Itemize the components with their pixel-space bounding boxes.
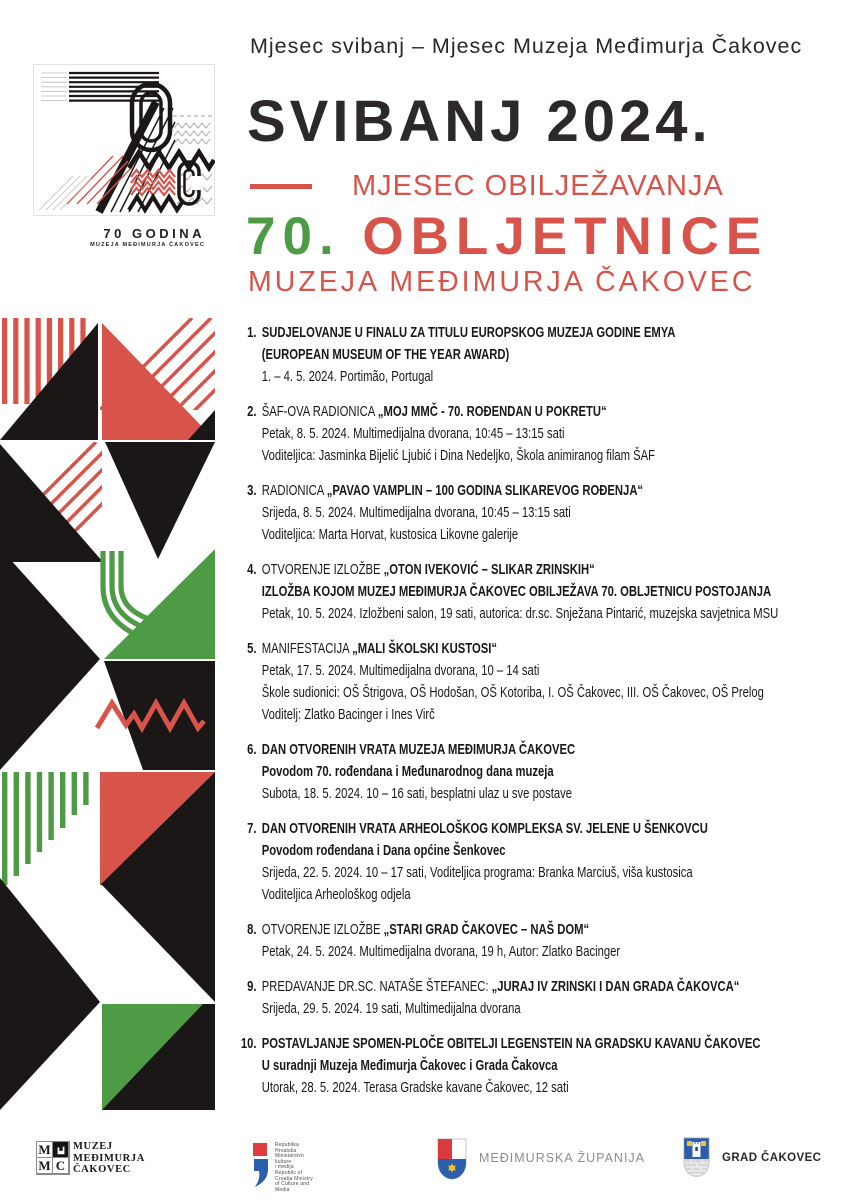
event-line-segment: RADIONICA xyxy=(261,482,327,499)
grad-cakovec-label: GRAD ČAKOVEC xyxy=(722,1152,822,1164)
event-item xyxy=(237,1033,837,1099)
event-line xyxy=(262,884,708,906)
page-title: SVIBANJ 2024. xyxy=(247,89,712,154)
event-number: 2. xyxy=(247,403,257,420)
logo-70-artwork xyxy=(33,64,215,216)
event-line-segment: POSTAVLJANJE SPOMEN-PLOČE OBITELJI LEGENSTEIN NA GRADSKU KAVANU ČAKOVEC xyxy=(261,1035,761,1052)
event-line-segment: Povodom 70. rođendana i Međunarodnog dana muzeja xyxy=(261,763,554,780)
event-line-segment: Petak, 8. 5. 2024. Multimedijalna dvorana, 10:45 – 13:15 sati xyxy=(261,425,565,442)
event-line xyxy=(262,761,575,783)
event-line-segment: DAN OTVORENIH VRATA ARHEOLOŠKOG KOMPLEKSA SV. JELENE U ŠENKOVCU xyxy=(261,820,708,837)
event-body xyxy=(262,976,740,1020)
event-line-segment: MANIFESTACIJA xyxy=(261,640,353,657)
event-body xyxy=(262,919,620,963)
event-line xyxy=(262,862,708,884)
event-body xyxy=(262,401,655,467)
event-line xyxy=(262,524,643,546)
event-body xyxy=(262,638,764,726)
event-line xyxy=(262,739,575,761)
event-item xyxy=(237,919,837,963)
event-line-segment: Srijeda, 8. 5. 2024. Multimedijalna dvorana, 10:45 – 13:15 sati xyxy=(261,504,571,521)
event-line-segment: Srijeda, 29. 5. 2024. 19 sati, Multimedijalna dvorana xyxy=(261,1000,521,1017)
event-item xyxy=(237,739,837,805)
ministry-text-line: Croatia Ministry xyxy=(275,1175,313,1182)
event-line-segment: Utorak, 28. 5. 2024. Terasa Gradske kavane Čakovec, 12 sati xyxy=(261,1079,569,1096)
event-body xyxy=(262,559,779,625)
ministry-red-square-icon xyxy=(253,1143,267,1156)
event-line-segment: Petak, 17. 5. 2024. Multimedijalna dvorana, 10 – 14 sati xyxy=(261,662,540,679)
event-body xyxy=(262,818,708,906)
event-number: 9. xyxy=(247,978,257,995)
ministry-text-line: of Culture and Media xyxy=(275,1181,310,1193)
event-line xyxy=(262,941,620,963)
event-number: 4. xyxy=(247,561,257,578)
event-item xyxy=(237,638,837,726)
title-obljetnice: OBLJETNICE xyxy=(340,207,769,266)
ministry-text-line: Republic of xyxy=(275,1169,303,1176)
event-line-segment: (EUROPEAN MUSEUM OF THE YEAR AWARD) xyxy=(261,346,510,363)
event-number: 6. xyxy=(247,741,257,758)
event-line-segment: 1. – 4. 5. 2024. Portimão, Portugal xyxy=(261,368,434,385)
event-line xyxy=(262,1033,761,1055)
event-item xyxy=(237,559,837,625)
event-number: 10. xyxy=(240,1035,257,1052)
ministry-comma-icon xyxy=(253,1159,269,1187)
ministry-logo-text xyxy=(275,1143,315,1193)
event-line-segment: „OTON IVEKOVIĆ – SLIKAR ZRINSKIH“ xyxy=(383,561,595,578)
event-line xyxy=(262,581,779,603)
title-70: 70. xyxy=(246,207,341,266)
mmc-text-line: MUZEJ xyxy=(73,1141,113,1152)
event-line xyxy=(262,344,676,366)
event-line xyxy=(262,603,779,625)
event-line xyxy=(262,783,575,805)
event-line xyxy=(262,401,655,423)
title-anniversary xyxy=(246,206,768,267)
event-body xyxy=(262,480,643,546)
event-line xyxy=(262,1055,761,1077)
event-line xyxy=(262,559,779,581)
ministry-logo xyxy=(253,1143,313,1192)
event-line-segment: Voditeljica: Jasminka Bijelić Ljubić i Dina Nedeljko, Škola animiranog filam ŠAF xyxy=(261,447,656,464)
event-item xyxy=(237,401,837,467)
event-number: 7. xyxy=(247,820,257,837)
ministry-text-line: i medija xyxy=(275,1164,294,1171)
logo-70-title: 70 GODINA xyxy=(103,226,205,241)
event-line xyxy=(262,682,764,704)
event-line xyxy=(262,976,740,998)
event-line-segment: Srijeda, 22. 5. 2024. 10 – 17 sati, Voditeljica programa: Branka Marciuš, viša kustosica xyxy=(261,864,693,881)
event-line xyxy=(262,480,643,502)
event-line-segment: OTVORENJE IZLOŽBE xyxy=(261,561,384,578)
event-line-segment: IZLOŽBA KOJOM MUZEJ MEĐIMURJA ČAKOVEC OBILJEŽAVA 70. OBLJETNICU POSTOJANJA xyxy=(261,583,772,600)
event-line xyxy=(262,638,764,660)
event-number: 5. xyxy=(247,640,257,657)
event-line-segment: Subota, 18. 5. 2024. 10 – 16 sati, besplatni ulaz u sve postave xyxy=(261,785,572,802)
event-line xyxy=(262,502,643,524)
mmc-text-line: MEĐIMURJA xyxy=(73,1152,145,1164)
event-line-segment: SUDJELOVANJE U FINALU ZA TITULU EUROPSKOG MUZEJA GODINE EMYA xyxy=(261,324,676,341)
event-line-segment: „JURAJ IV ZRINSKI I DAN GRADA ČAKOVCA“ xyxy=(491,978,740,995)
event-line xyxy=(262,919,620,941)
event-line xyxy=(262,818,708,840)
mmc-logo-text xyxy=(73,1141,145,1176)
event-line xyxy=(262,322,676,344)
event-line-segment: Petak, 24. 5. 2024. Multimedijalna dvorana, 19 h, Autor: Zlatko Bacinger xyxy=(261,943,621,960)
event-line xyxy=(262,445,655,467)
red-dash-decoration xyxy=(250,184,312,189)
event-line-segment: PREDAVANJE DR.SC. NATAŠE ŠTEFANEC: xyxy=(261,978,492,995)
event-line xyxy=(262,366,676,388)
logo-70-subtitle: MUZEJA MEĐIMURJA ČAKOVEC xyxy=(90,242,205,248)
grad-cakovec-coat-of-arms xyxy=(683,1137,710,1177)
ministry-text-line: kulture xyxy=(275,1158,292,1165)
event-line-segment: Škole sudionici: OŠ Štrigova, OŠ Hodošan, OŠ Kotoriba, I. OŠ Čakovec, III. OŠ Čakovec, OŠ Prelog xyxy=(261,684,764,701)
mmc-logo xyxy=(36,1141,70,1175)
event-line xyxy=(262,1077,761,1099)
event-line-segment: Povodom rođendana i Dana općine Šenkovec xyxy=(261,842,506,859)
event-line-segment: OTVORENJE IZLOŽBE xyxy=(261,921,384,938)
event-body xyxy=(262,739,575,805)
logo-70-godina xyxy=(33,64,215,248)
event-line-segment: DAN OTVORENIH VRATA MUZEJA MEĐIMURJA ČAKOVEC xyxy=(261,741,576,758)
mmc-letter-m2: M xyxy=(38,1157,51,1173)
title-museum-name: MUZEJA MEĐIMURJA ČAKOVEC xyxy=(248,266,756,298)
event-line xyxy=(262,423,655,445)
event-line-segment: „PAVAO VAMPLIN – 100 GODINA SLIKAREVOG ROĐENJA“ xyxy=(326,482,644,499)
mmc-text-line: ČAKOVEC xyxy=(73,1164,131,1175)
event-line-segment: „STARI GRAD ČAKOVEC – NAŠ DOM“ xyxy=(383,921,590,938)
event-line-segment: „MOJ MMČ - 70. ROĐENDAN U POKRETU“ xyxy=(377,403,607,420)
event-line-segment: Voditelj: Zlatko Bacinger i Ines Virč xyxy=(261,706,435,723)
zupanija-label: MEĐIMURSKA ŽUPANIJA xyxy=(479,1151,646,1165)
event-line-segment: Petak, 10. 5. 2024. Izložbeni salon, 19 sati, autorica: dr.sc. Snježana Pintarić, muzejska savjetnica MSU xyxy=(261,605,779,622)
event-line xyxy=(262,660,764,682)
mmc-letter-c: C xyxy=(53,1158,68,1173)
event-number: 3. xyxy=(247,482,257,499)
chair-icon xyxy=(53,1142,68,1157)
zupanija-coat-of-arms xyxy=(437,1138,467,1180)
event-line-segment: Voditeljica: Marta Horvat, kustosica Likovne galerije xyxy=(261,526,519,543)
event-item xyxy=(237,818,837,906)
events-list xyxy=(237,322,837,1112)
event-line-segment: Voditeljica Arheološkog odjela xyxy=(261,886,411,903)
event-body xyxy=(262,322,676,388)
event-item xyxy=(237,480,837,546)
event-item xyxy=(237,976,837,1020)
event-body xyxy=(262,1033,761,1099)
title-subline: MJESEC OBILJEŽAVANJA xyxy=(352,170,724,202)
event-line xyxy=(262,840,708,862)
event-number: 8. xyxy=(247,921,257,938)
event-item xyxy=(237,322,837,388)
header-kicker: Mjesec svibanj – Mjesec Muzeja Međimurja Čakovec xyxy=(250,34,803,58)
event-number: 1. xyxy=(247,324,257,341)
ministry-text-line: Hrvatska xyxy=(275,1147,297,1154)
event-line xyxy=(262,704,764,726)
event-line-segment: ŠAF-OVA RADIONICA xyxy=(261,403,378,420)
sidebar-art xyxy=(0,318,215,1110)
event-line-segment: „MALI ŠKOLSKI KUSTOSI“ xyxy=(352,640,497,657)
ministry-text-line: Republika xyxy=(275,1142,300,1148)
event-line xyxy=(262,998,740,1020)
mmc-letter-m1: M xyxy=(38,1141,51,1157)
event-line-segment: U suradnji Muzeja Međimurja Čakovec i Grada Čakovca xyxy=(261,1057,558,1074)
ministry-text-line: Ministarstvo xyxy=(275,1153,305,1160)
